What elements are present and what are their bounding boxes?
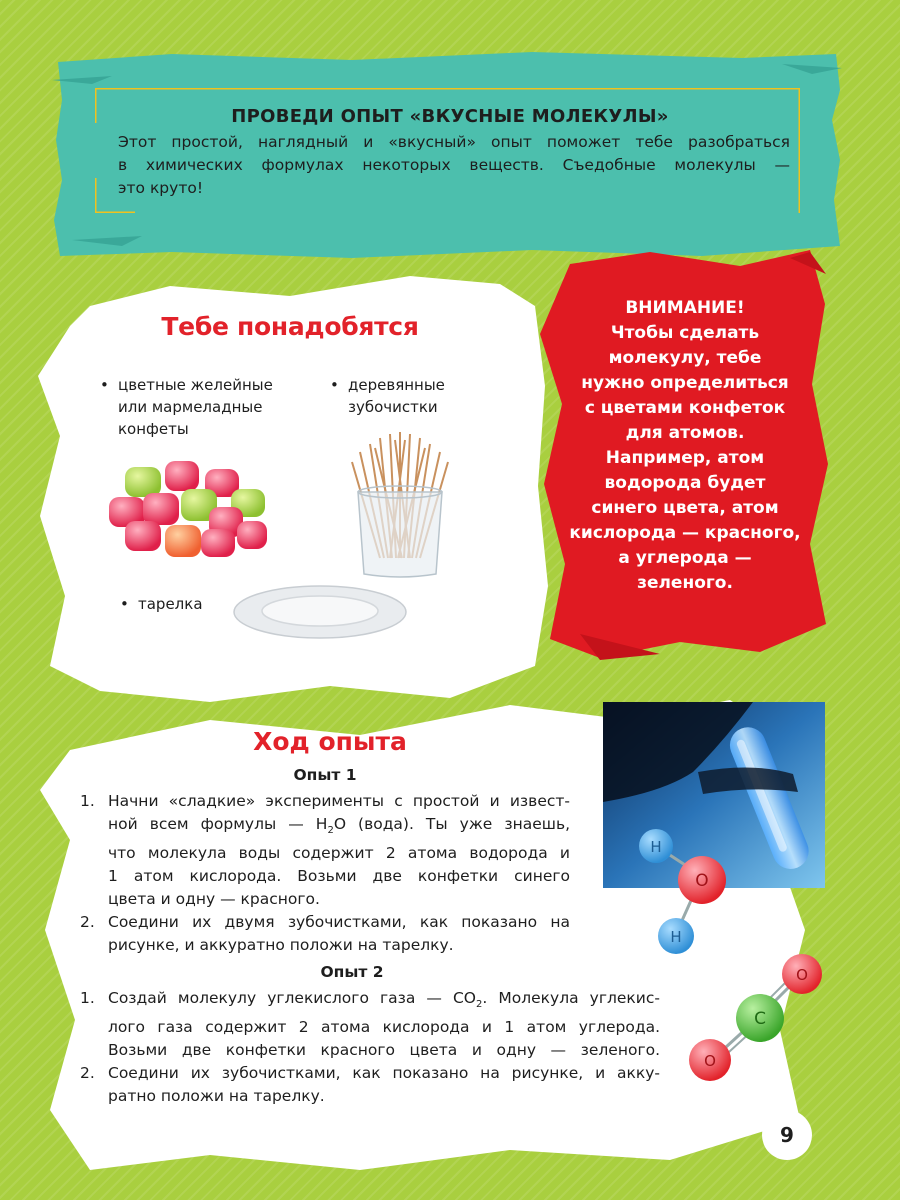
step-line: цвета и одну — красного. — [108, 890, 320, 909]
bullet: • — [330, 376, 339, 394]
step-number: 2. — [80, 913, 95, 932]
step-line — [108, 813, 570, 842]
warning-line: Например, атом — [605, 448, 765, 468]
step-text: . Молекула углекис- — [482, 989, 660, 1007]
supply-line: или мармеладные — [118, 398, 263, 416]
warning-line: с цветами конфеток — [584, 398, 786, 418]
supply-item-candies — [100, 374, 300, 440]
step-line: рисунке, и аккуратно положи на тарелку. — [108, 936, 454, 955]
progress-title: Ход опыта — [253, 727, 407, 756]
warning-line: синего цвета, атом — [591, 498, 779, 518]
experiment-2 — [80, 963, 660, 1106]
bullet: • — [100, 376, 109, 394]
warning-line: зеленого. — [637, 573, 733, 593]
intro-title: ПРОВЕДИ ОПЫТ «ВКУСНЫЕ МОЛЕКУЛЫ» — [231, 106, 669, 127]
water-molecule-image — [630, 818, 740, 968]
step-text: O (вода). Ты уже знаешь, — [333, 815, 571, 833]
step-line: ратно положи на тарелку. — [108, 1087, 325, 1106]
supply-line: цветные желейные — [118, 376, 273, 394]
step-line: Соедини их двумя зубочистками, как показано на — [108, 913, 570, 932]
warning-line: молекулу, тебе — [608, 348, 762, 368]
step-line: Возьми две конфетки красного цвета и одну — зеленого. — [108, 1041, 660, 1060]
step-line: 1 атом кислорода. Возьми две конфетки синего — [108, 867, 570, 886]
experiment-1 — [80, 766, 571, 955]
step-number: 1. — [80, 792, 95, 810]
warning-line: водорода будет — [604, 473, 766, 493]
supplies-title: Тебе понадобятся — [161, 312, 419, 341]
experiment-title-text: Опыт 2 — [320, 963, 384, 981]
warning-line: а углерода — — [618, 548, 752, 568]
step-text: Создай молекулу углекислого газа — CO — [108, 989, 477, 1007]
subscript: 2 — [327, 825, 334, 837]
intro-text — [118, 131, 790, 200]
warning-line: для атомов. — [625, 423, 745, 443]
experiment-title — [80, 963, 660, 981]
warning-text — [560, 296, 810, 596]
step-number: 1. — [80, 989, 95, 1007]
toothpicks-image — [340, 428, 460, 580]
intro-line: в химических формулах некоторых веществ. Съедобные молекулы — — [118, 156, 790, 174]
atom-label: O — [695, 871, 709, 891]
warning-line: Чтобы сделать — [610, 323, 760, 343]
step-line: лого газа содержит 2 атома кислорода и 1 атом углерода. — [108, 1018, 660, 1037]
intro-line: это круто! — [118, 179, 204, 197]
subscript: 2 — [476, 999, 483, 1011]
atom-label: H — [650, 838, 662, 856]
supply-line: тарелка — [138, 595, 203, 613]
supply-line: зубочистки — [348, 398, 438, 416]
bullet: • — [120, 595, 129, 613]
step-number: 2. — [80, 1064, 95, 1083]
atom-label: O — [796, 966, 808, 984]
co2-molecule-image — [680, 950, 836, 1090]
warning-line: ВНИМАНИЕ! — [625, 298, 745, 318]
step — [80, 790, 570, 911]
warning-line: нужно определиться — [581, 373, 789, 393]
plate-image — [232, 584, 408, 642]
step — [80, 1062, 660, 1108]
warning-line: кислорода — красного, — [569, 523, 801, 543]
experiment-title: Опыт 1 — [293, 766, 357, 784]
step — [80, 987, 660, 1062]
step — [80, 911, 570, 957]
intro-line: Этот простой, наглядный и «вкусный» опыт поможет тебе разобраться — [118, 133, 790, 151]
atom-label: C — [754, 1009, 766, 1029]
step-text: ной всем формулы — H — [108, 815, 328, 833]
step-line: Начни «сладкие» эксперименты с простой и извест- — [108, 792, 570, 810]
step-line: Соедини их зубочистками, как показано на рисунке, и акку- — [108, 1064, 660, 1083]
supply-line: конфеты — [118, 420, 189, 438]
atom-label: H — [670, 928, 682, 946]
supply-line: деревянные — [348, 376, 445, 394]
step-line — [108, 987, 660, 1016]
step-line: что молекула воды содержит 2 атома водорода и — [108, 844, 570, 863]
candies-image — [105, 455, 275, 565]
atom-label: O — [704, 1052, 716, 1070]
supply-item-toothpicks — [330, 374, 510, 418]
page-number: 9 — [762, 1110, 812, 1160]
